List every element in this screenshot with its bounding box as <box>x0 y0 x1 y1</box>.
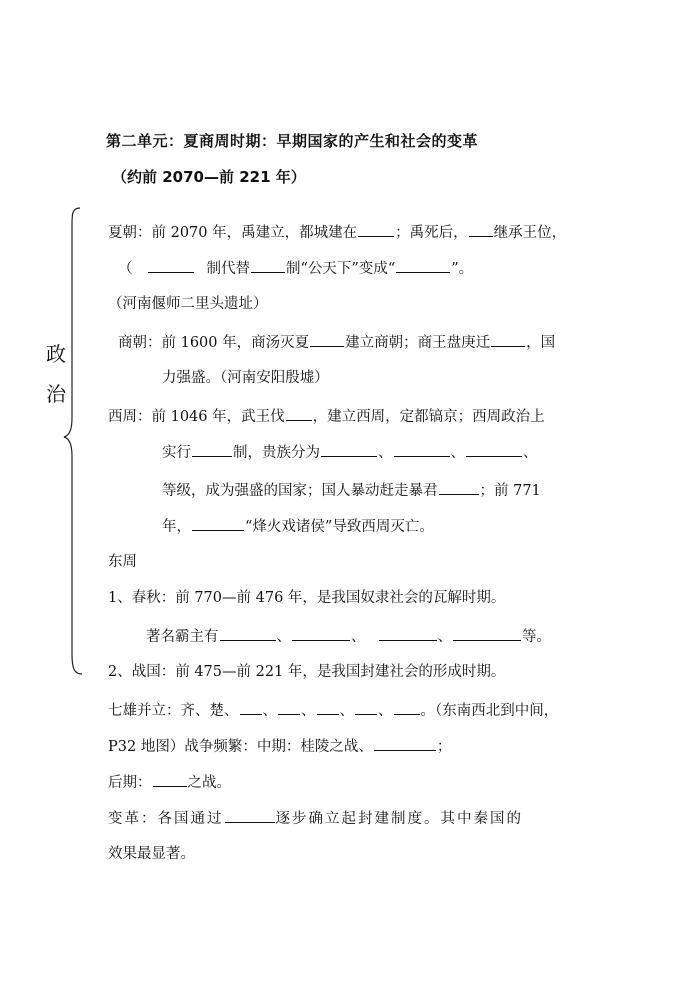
reform-line-1: 变革：各国通过 逐步确立起封建制度。其中秦国的 <box>108 808 523 829</box>
side-label-zhi: 治 <box>46 382 66 406</box>
reform-line-2: 效果最显著。 <box>108 846 195 862</box>
late-war-line: 后期： 之战。 <box>108 772 231 793</box>
chunqiu-line: 1、春秋：前 770—前 476 年，是我国奴隶社会的瓦解时期。 <box>108 590 506 606</box>
left-brace <box>62 206 102 676</box>
xia-line-1: 夏朝：前 2070 年，禹建立，都城建在 ；禹死后， 继承王位， <box>108 222 566 243</box>
xizhou-line-1: 西周：前 1046 年，武王伐 ，建立西周，定都镐京；西周政治上 <box>108 406 545 427</box>
page-subtitle: （约前 2070—前 221 年） <box>112 168 306 186</box>
dongzhou-heading: 东周 <box>108 554 137 570</box>
shang-line-2: 力强盛。（河南安阳殷墟） <box>162 370 329 386</box>
page-title: 第二单元：夏商周时期：早期国家的产生和社会的变革 <box>106 132 479 150</box>
xia-site: （河南偃师二里头遗址） <box>108 296 268 312</box>
xizhou-line-2: 实行 制，贵族分为 、 、 、 <box>162 442 538 463</box>
qixiong-line: 七雄并立：齐、楚、 、 、 、 、 。（东南西北到中间， <box>108 700 558 721</box>
xia-line-2: （ 制代替 制“公天下”变成“ ”。 <box>118 258 473 279</box>
side-label-zheng: 政 <box>46 342 66 366</box>
zhanguo-line: 2、战国：前 475—前 221 年，是我国封建社会的形成时期。 <box>108 664 506 680</box>
xizhou-line-4: 年， “烽火戏诸侯”导致西周灭亡。 <box>162 516 434 537</box>
xizhou-line-3: 等级，成为强盛的国家；国人暴动赶走暴君 ；前 771 <box>162 480 541 501</box>
war-line: P32 地图）战争频繁：中期：桂陵之战、 ； <box>108 736 451 757</box>
shang-line-1: 商朝：前 1600 年，商汤灭夏 建立商朝；商王盘庚迁 ，国 <box>118 332 555 353</box>
bazhu-line: 著名霸主有 、 、 、 等。 <box>146 626 551 647</box>
